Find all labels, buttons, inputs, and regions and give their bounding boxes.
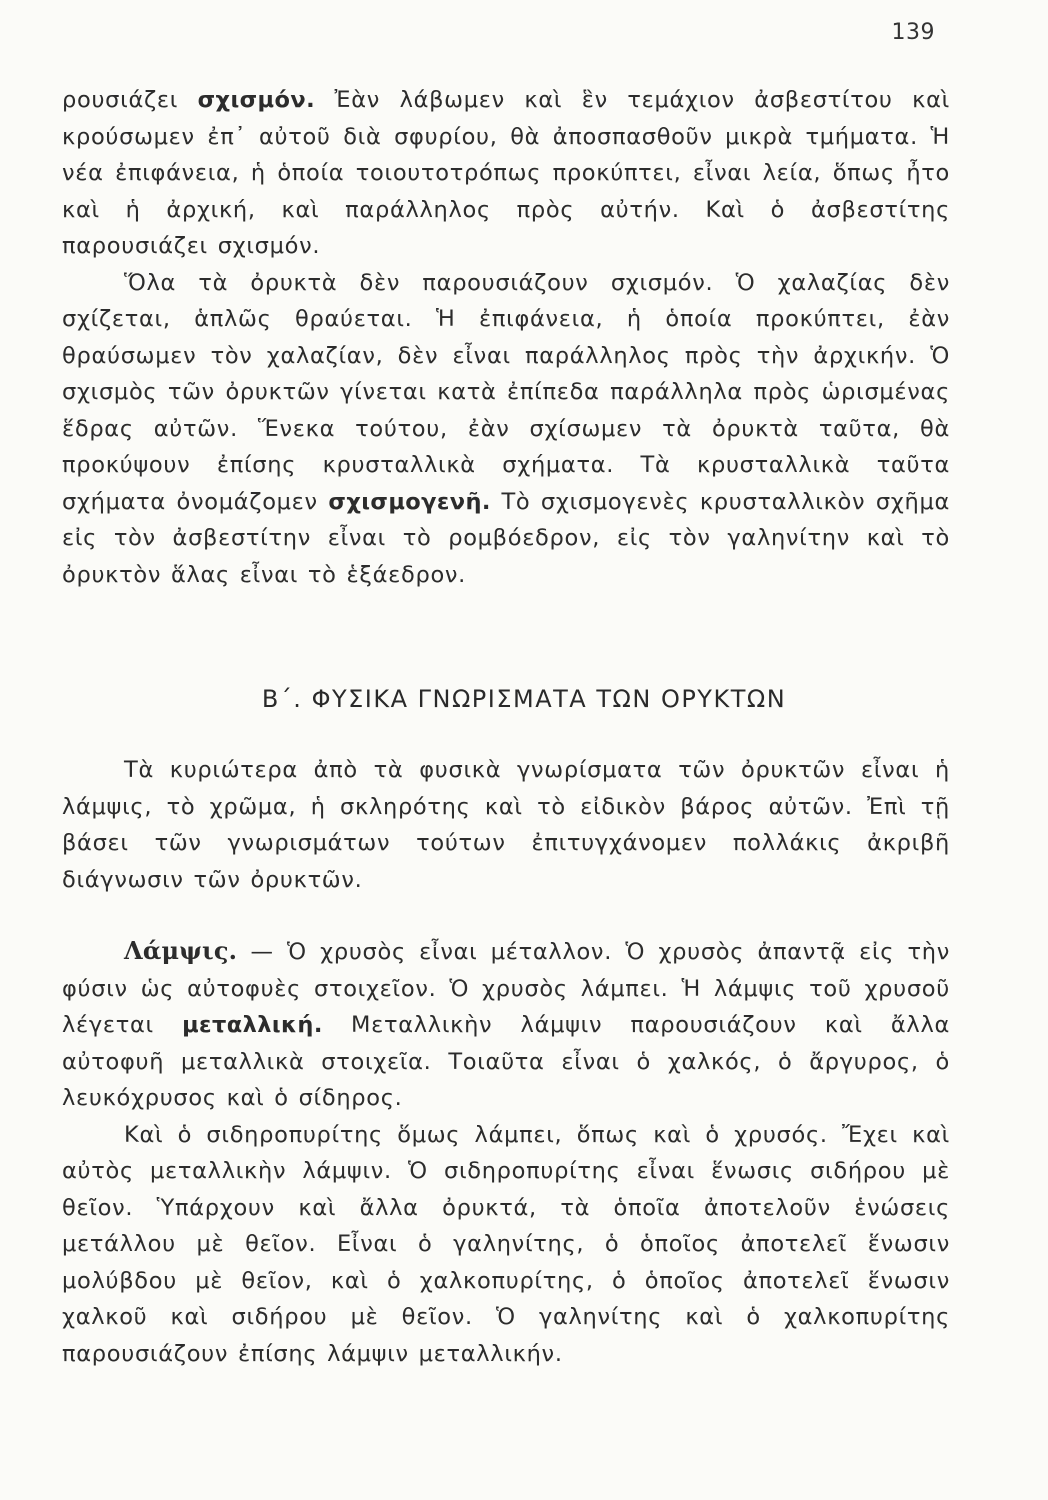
text-block-luster bbox=[62, 933, 950, 1372]
paragraph-text: ρουσιάζει bbox=[62, 87, 198, 113]
paragraph-pyrite: Καὶ ὁ σιδηροπυρίτης ὅμως λάμπει, ὅπως καὶ ὁ χρυσός. Ἔχει καὶ αὐτὸς μεταλλικὴν λάμψιν. Ὁ σιδηροπυρίτης εἶναι ἕνωσις σιδήρου μὲ θεῖον. Ὑπάρχουν καὶ ἄλλα ὀρυκτά, τὰ ὁποῖα ἀποτελοῦν ἑνώσεις μετάλλου μὲ θεῖον. Εἶναι ὁ γαληνίτης, ὁ ὁποῖος ἀποτελεῖ ἕνωσιν μολύβδου μὲ θεῖον, καὶ ὁ χαλκοπυρίτης, ὁ ὁποῖος ἀποτελεῖ ἕνωσιν χαλκοῦ καὶ σιδήρου μὲ θεῖον. Ὁ γαληνίτης καὶ ὁ χαλκοπυρίτης παρουσιάζουν ἐπίσης λάμψιν μεταλλικήν. bbox=[62, 1121, 950, 1367]
paragraph-text: Ὅλα τὰ ὀρυκτὰ δὲν παρουσιάζουν σχισμόν. Ὁ χαλαζίας δὲν σχίζεται, ἁπλῶς θραύεται. Ἡ ἐπιφάνεια, ἡ ὁποία προκύπτει, ἐὰν θραύσωμεν τὸν χαλαζίαν, δὲν εἶναι παράλληλος πρὸς τὴν ἀρχικήν. Ὁ σχισμὸς τῶν ὀρυκτῶν γίνεται κατὰ ἐπίπεδα παράλληλα πρὸς ὡρισμένας ἕδρας αὐτῶν. Ἕνεκα τούτου, ἐὰν σχίσωμεν τὰ ὀρυκτὰ ταῦτα, θὰ προκύψουν ἐπίσης κρυσταλλικὰ σχήματα. Τὰ κρυσταλλικὰ ταῦτα σχήματα ὀνομάζομεν bbox=[62, 269, 950, 515]
page-number: 139 bbox=[891, 20, 935, 45]
section-heading: Β΄. ΦΥΣΙΚΑ ΓΝΩΡΙΣΜΑΤΑ ΤΩΝ ΟΡΥΚΤΩΝ bbox=[261, 685, 787, 713]
paragraph-cleavage-continued bbox=[62, 82, 950, 265]
paragraph-text: — Ὁ χρυσὸς εἶναι μέταλλον. Ὁ χρυσὸς ἀπαντᾷ εἰς τὴν φύσιν ὡς αὐτοφυὲς στοιχεῖον. Ὁ χρυσὸς λάμπει. Ἡ λάμψις τοῦ χρυσοῦ λέγεται bbox=[62, 939, 950, 1038]
paragraph-physical-traits-intro: Τὰ κυριώτερα ἀπὸ τὰ φυσικὰ γνωρίσματα τῶν ὀρυκτῶν εἶναι ἡ λάμψις, τὸ χρῶμα, ἡ σκληρότης καὶ τὸ εἰδικὸν βάρος αὐτῶν. Ἐπὶ τῇ βάσει τῶν γνωρισμάτων τούτων ἐπιτυγχάνομεν πολλάκις ἀκριβῆ διάγνωσιν τῶν ὀρυκτῶν. bbox=[62, 757, 950, 893]
text-block-cleavage bbox=[62, 82, 950, 593]
text-block-physical-traits bbox=[62, 752, 950, 898]
paragraph-text: Μεταλλικὴν λάμψιν παρουσιάζουν καὶ ἄλλα αὐτοφυῆ μεταλλικὰ στοιχεῖα. Τοιαῦτα εἶναι ὁ χαλκός, ὁ ἄργυρος, ὁ λευκόχρυσος καὶ ὁ σίδηρος. bbox=[62, 1012, 950, 1111]
bold-term-cleavage: σχισμόν. bbox=[197, 87, 316, 113]
paragraph-text: Τὸ σχισμογενὲς κρυσταλλικὸν σχῆμα εἰς τὸν ἀσβεστίτην εἶναι τὸ ρομβόεδρον, εἰς τὸν γαληνίτην καὶ τὸ ὀρυκτὸν ἅλας εἶναι τὸ ἑξάεδρον. bbox=[62, 488, 950, 588]
paragraph-cleavage-forms bbox=[62, 265, 950, 594]
bold-term-metallic: μεταλλική. bbox=[182, 1012, 323, 1038]
paragraph-luster bbox=[62, 933, 950, 1117]
lead-term-luster: Λάμψις. bbox=[124, 936, 238, 965]
paragraph-text: Ἐὰν λάβωμεν καὶ ἓν τεμάχιον ἀσβεστίτου καὶ κρούσωμεν ἐπ᾽ αὐτοῦ διὰ σφυρίου, θὰ ἀποσπασθοῦν μικρὰ τμήματα. Ἡ νέα ἐπιφάνεια, ἡ ὁποία τοιουτοτρόπως προκύπτει, εἶναι λεία, ὅπως ἦτο καὶ ἡ ἀρχική, καὶ παράλληλος πρὸς αὐτήν. Καὶ ὁ ἀσβεστίτης παρουσιάζει σχισμόν. bbox=[62, 87, 950, 259]
bold-term-cleavage-forms: σχισμογενῆ. bbox=[328, 488, 491, 515]
